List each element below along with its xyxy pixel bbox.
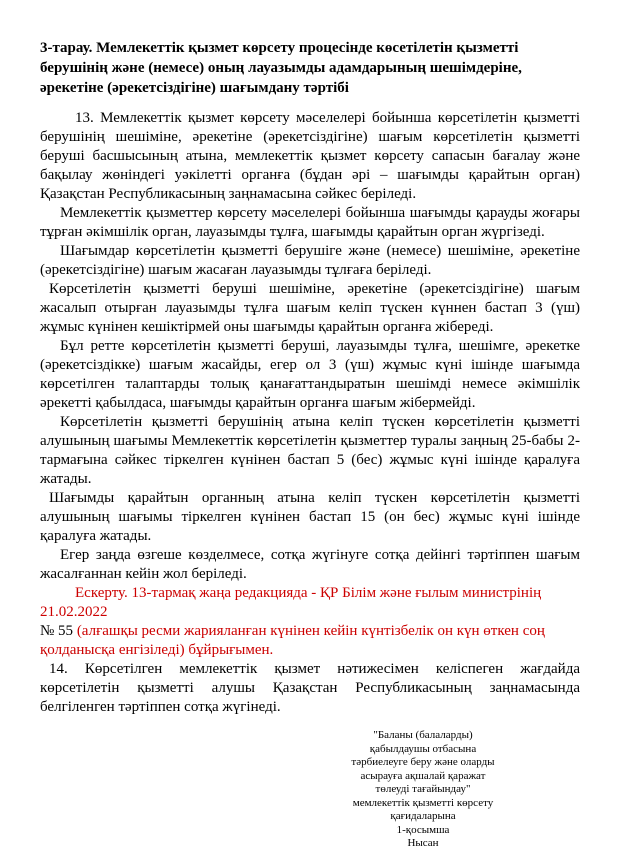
amendment-note (40, 584, 580, 660)
body-paragraph: Көрсетілетін қызметті беруші шешіміне, әрекетіне (әрекетсіздігіне) шағым жасалып отырған лауазымды тұлға шағым келіп түскен күннен бастап 3 (үш) жұмыс күнінен кешіктірмей оны шағымды қарайтын органға жібереді. (40, 281, 580, 335)
body-paragraph: Бұл ретте көрсетілетін қызметті беруші, лауазымды тұлға, шешімге, әрекетке (әрекетсіздікке) шағым жасайды, егер ол 3 (үш) жұмыс күні ішінде шағымда көрсетілген талаптарды толық қанағаттандыратын шешімді немесе әкімшілік әрекетті қабылдаса, шағымды қарайтын органға шағым жібермейді. (40, 338, 580, 411)
body-paragraph-13: 13. Мемлекеттік қызмет көрсету мәселелері бойынша көрсетілетін қызметті берушінің шешіміне, әрекетіне (әрекетсіздігіне) шағым көрсетілетін қызметті беруші басшысының атына, мемлекеттік қызмет көрсету сапасын бағалау және бақылау жөніндегі уәкілетті органға (бұдан әрі – шағымды қарайтын орган) Қазақстан Республикасының заңнамасына сәйкес беріледі. (40, 110, 580, 202)
appendix-line: 1-қосымша (396, 823, 450, 836)
appendix-line: асырауға ақшалай қаражат (360, 769, 486, 782)
appendix-line: төлеуді тағайындау" (375, 783, 471, 795)
appendix-line: тәрбиелеуге беру және оларды (351, 756, 495, 768)
appendix-line: қабылдаушы отбасына (369, 742, 477, 755)
body-paragraph: Шағымды қарайтын органның атына келіп түскен көрсетілетін қызметті алушының шағымы тіркелген күнінен бастап 15 (он бес) жұмыс күні ішінде қаралуға жатады. (40, 490, 580, 544)
appendix-line: мемлекеттік қызметті көрсету (352, 796, 494, 809)
body-paragraph: Көрсетілетін қызметті берушінің атына келіп түскен көрсетілетін қызметті алушының шағымы Мемлекеттік көрсетілетін қызметтер туралы заңның 25-бабы 2-тармағына сәйкес тіркелген күнінен бастап 5 (бес) жұмыс күні ішінде қаралуға жатады. (40, 414, 580, 487)
note-line (40, 622, 580, 641)
note-text-red: (алғашқы ресми жарияланған күнінен кейін күнтізбелік он күн өткен соң (73, 623, 545, 639)
appendix-line: Нысан (407, 837, 439, 849)
body-paragraph: Егер заңда өзгеше көзделмесе, сотқа жүгінуге сотқа дейінгі тәртіппен шағым жасалғаннан кейін жол беріледі. (40, 547, 580, 582)
appendix-reference (273, 729, 573, 851)
body-paragraph: Мемлекеттік қызметтер көрсету мәселелері бойынша шағымды қарауды жоғары тұрған әкімшілік орган, лауазымды тұлға, шағымды қарайтын орган жүргізеді. (40, 205, 580, 240)
note-line (40, 584, 580, 622)
body-paragraph-14: 14. Көрсетілген мемлекеттік қызмет нәтижесімен келіспеген жағдайда көрсетілетін қызметті алушы Қазақстан Республикасының заңнамасында белгіленген тәртіппен сотқа жүгінеді. (40, 661, 580, 715)
appendix-line: "Баланы (балаларды) (373, 729, 473, 741)
body-paragraph: Шағымдар көрсетілетін қызметті берушіге және (немесе) шешіміне, әрекетіне (әрекетсіздігіне) шағым жасаған лауазымды тұлғаға беріледі. (40, 243, 580, 278)
note-text-red: қолданысқа енгізіледі) бұйрығымен. (40, 642, 274, 658)
note-text-red: Ескерту. 13-тармақ жаңа редакцияда - ҚР Білім және ғылым министрінің 21.02.2022 (40, 585, 542, 620)
appendix-line: қағидаларына (390, 810, 456, 822)
note-order-number: № 55 (40, 623, 74, 639)
note-line (40, 641, 580, 660)
chapter-heading: 3-тарау. Мемлекеттік қызмет көрсету процесінде көсетілетін қызметті берушінің және (немесе) оның лауазымды адамдарының шешімдеріне, әрекетіне (әрекетсіздігіне) шағымдану тәртібі (40, 40, 522, 96)
